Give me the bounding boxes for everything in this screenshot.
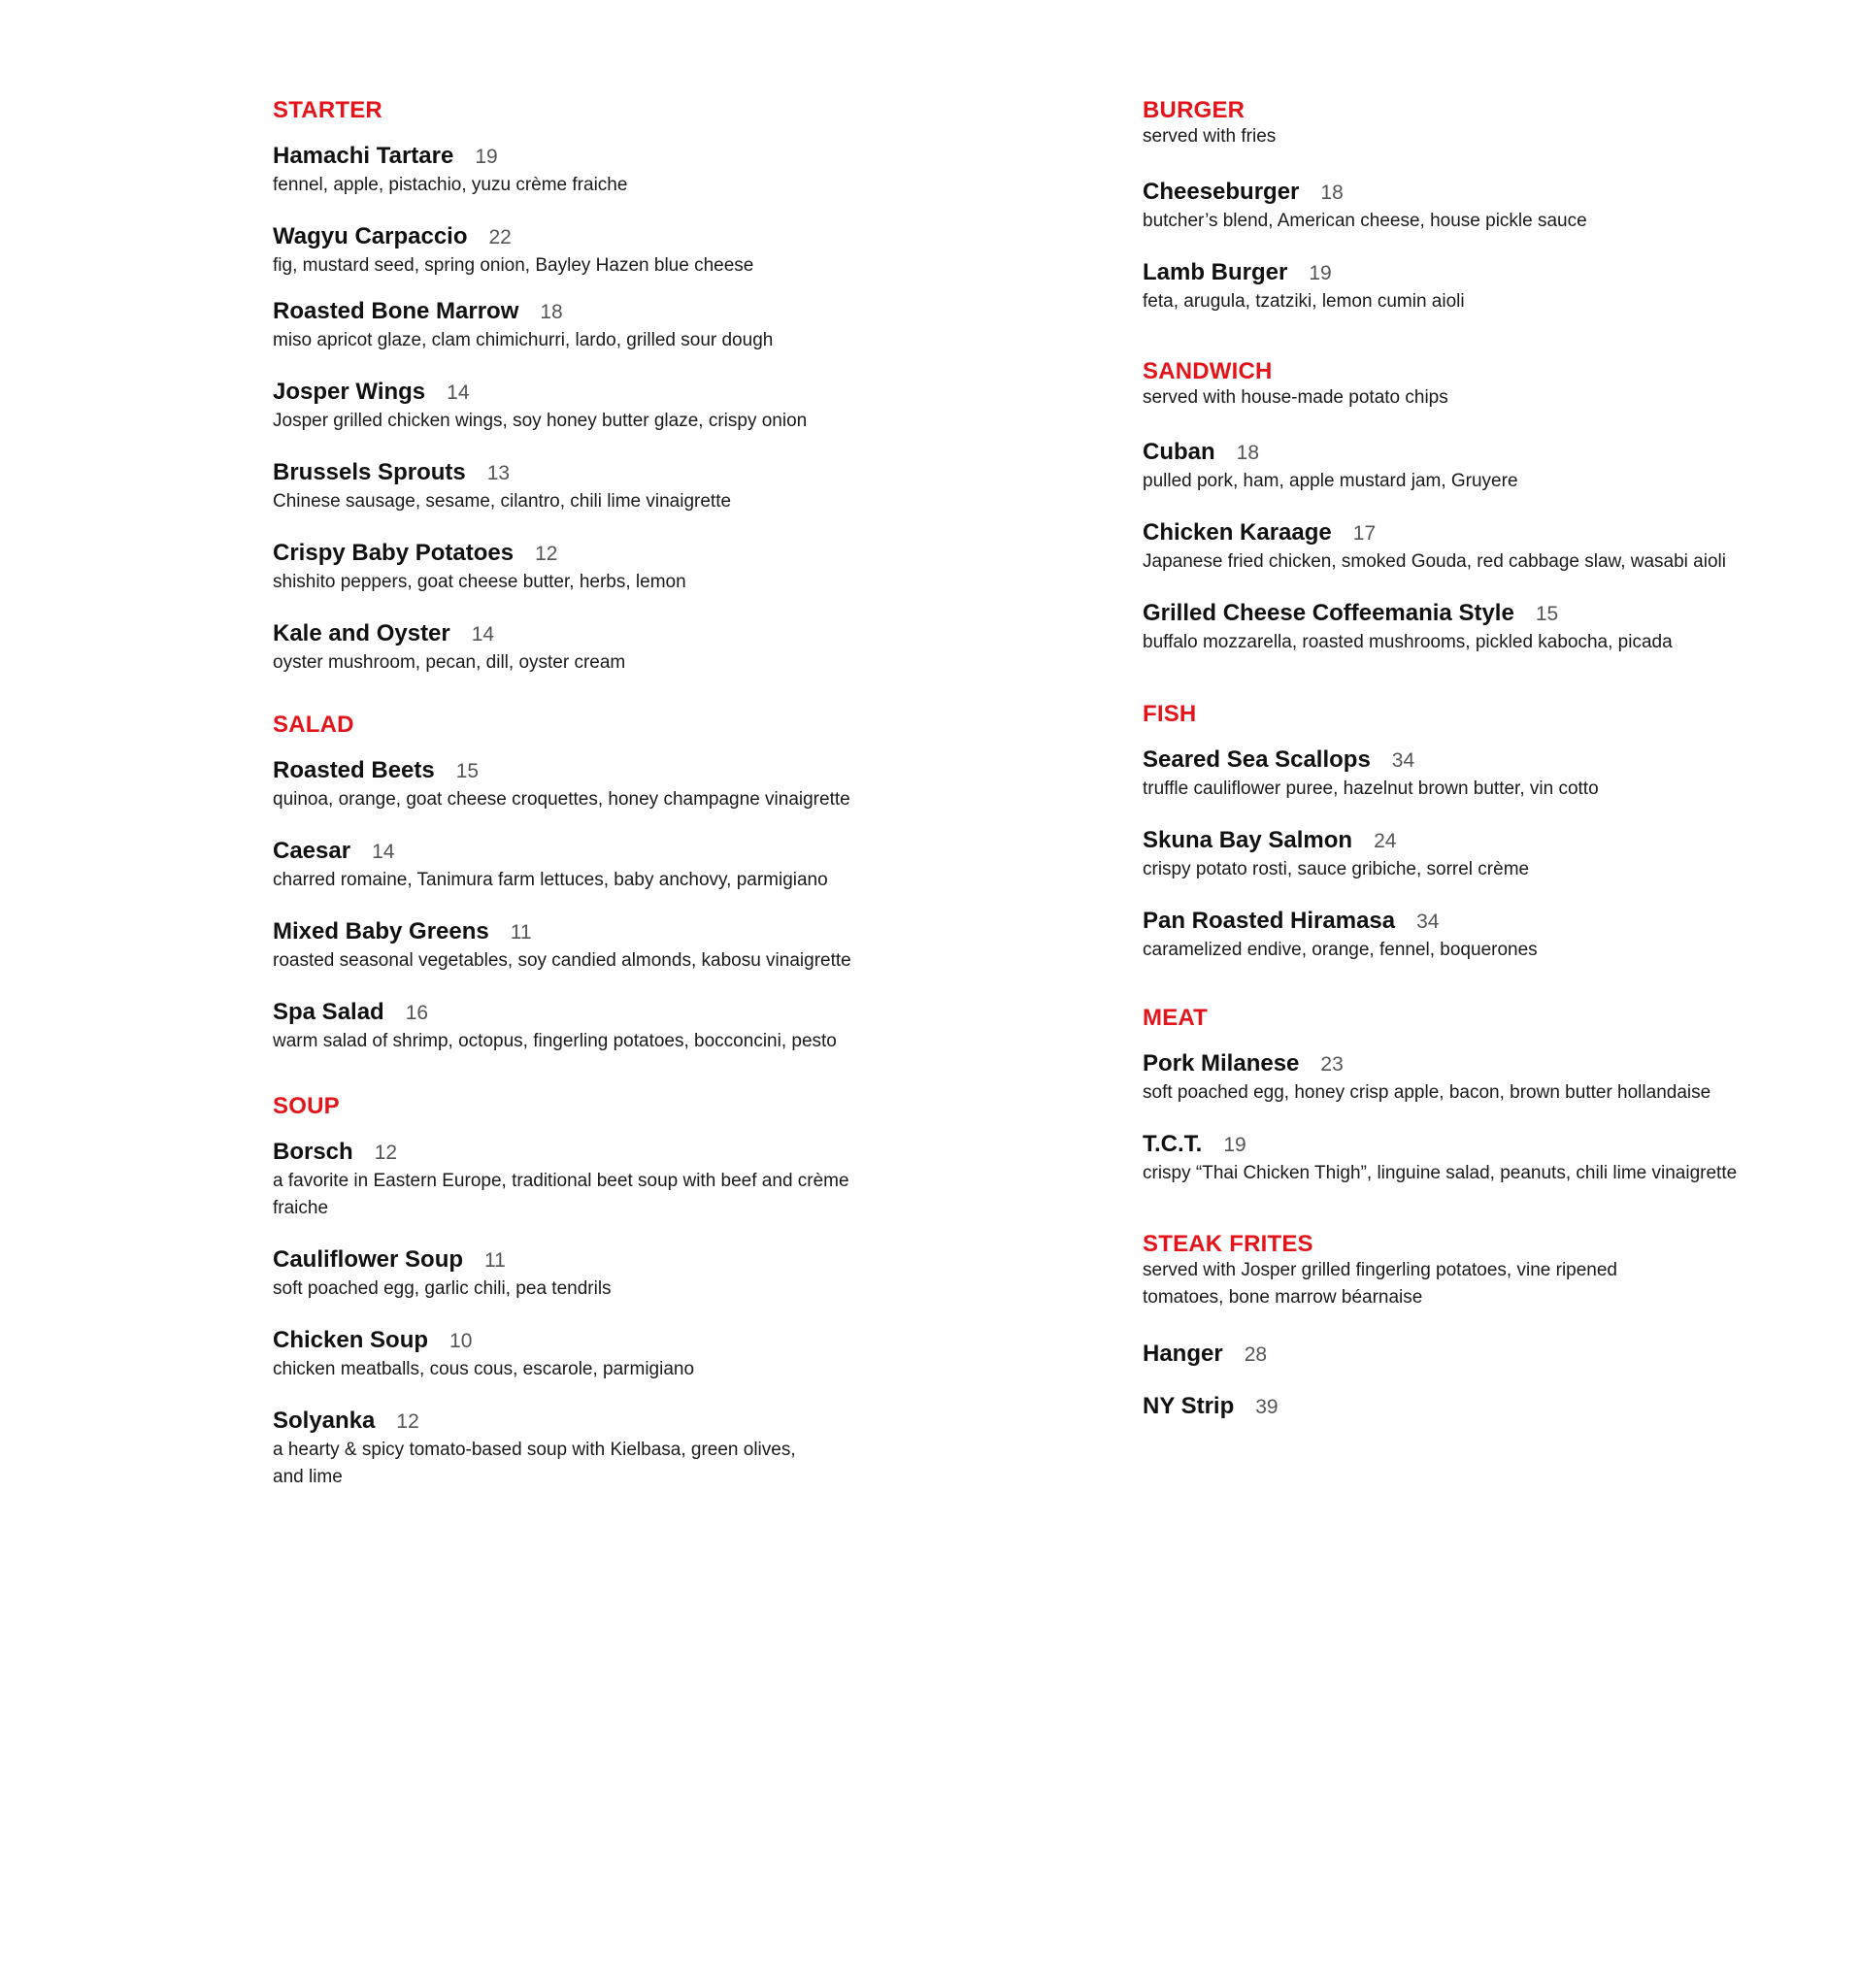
menu-item-header	[273, 222, 894, 252]
menu-item-description: crispy potato rosti, sauce gribiche, sorrel crème	[1143, 859, 1530, 879]
menu-item	[273, 756, 894, 813]
menu-item	[1143, 1340, 1783, 1370]
menu-item-price: 14	[447, 381, 470, 404]
menu-item-price: 39	[1255, 1396, 1279, 1418]
menu-item-name: Grilled Cheese Coffeemania Style	[1143, 600, 1514, 626]
menu-item-header	[1143, 518, 1783, 548]
section-title: BURGER	[1143, 97, 1246, 123]
menu-item-name: Borsch	[273, 1139, 353, 1165]
menu-item-name: Lamb Burger	[1143, 259, 1288, 285]
menu-item-header	[273, 917, 894, 947]
menu-item-name: Mixed Baby Greens	[273, 918, 489, 944]
menu-item-description: Chinese sausage, sesame, cilantro, chili lime vinaigrette	[273, 491, 732, 512]
section-title: FISH	[1143, 701, 1197, 727]
menu-item-description: charred romaine, Tanimura farm lettuces, baby anchovy, parmigiano	[273, 870, 828, 890]
menu-item-price: 28	[1244, 1343, 1268, 1366]
menu-item-price: 17	[1352, 522, 1377, 545]
menu-item-name: Cheeseburger	[1143, 179, 1300, 205]
menu-item-name: Brussels Sprouts	[273, 459, 466, 485]
menu-item-description: a hearty & spicy tomato-based soup with Kielbasa, green olives, and lime	[273, 1440, 796, 1487]
section-title: MEAT	[1143, 1005, 1209, 1031]
menu-section-salad	[273, 712, 894, 739]
menu-item-description: crispy “Thai Chicken Thigh”, linguine salad, peanuts, chili lime vinaigrette	[1143, 1163, 1738, 1183]
menu-item-description: Josper grilled chicken wings, soy honey butter glaze, crispy onion	[273, 411, 808, 431]
menu-item-description: warm salad of shrimp, octopus, fingerling potatoes, bocconcini, pesto	[273, 1031, 837, 1051]
menu-item-name: Hamachi Tartare	[273, 143, 454, 169]
menu-item-header	[1143, 826, 1783, 856]
menu-section-steak-frites	[1143, 1231, 1783, 1311]
menu-item-header	[1143, 1392, 1783, 1422]
menu-item-description: a favorite in Eastern Europe, traditional beet soup with beef and crème fraiche	[273, 1171, 849, 1218]
menu-item-header	[273, 837, 894, 867]
menu-item-price: 15	[455, 760, 480, 782]
menu-item-price: 12	[374, 1142, 398, 1164]
menu-item-price: 14	[372, 841, 395, 863]
menu-item-name: Kale and Oyster	[273, 620, 450, 646]
menu-item-header	[273, 619, 894, 649]
menu-item-price: 16	[405, 1002, 429, 1024]
menu-item	[273, 539, 894, 596]
menu-section-burger	[1143, 97, 1783, 150]
menu-item-description: shishito peppers, goat cheese butter, herbs, lemon	[273, 572, 686, 592]
menu-item	[273, 1326, 894, 1383]
menu-item-price: 34	[1391, 749, 1415, 772]
menu-item-price: 19	[475, 146, 498, 168]
menu-item-name: Josper Wings	[273, 379, 426, 405]
menu-item-description: roasted seasonal vegetables, soy candied almonds, kabosu vinaigrette	[273, 950, 851, 971]
menu-item	[273, 1138, 894, 1222]
menu-item	[1143, 826, 1783, 883]
menu-item-header	[1143, 1340, 1783, 1370]
menu-section-fish	[1143, 701, 1783, 728]
menu-item-header	[273, 1326, 894, 1356]
menu-item-name: Pan Roasted Hiramasa	[1143, 908, 1396, 934]
menu-item-description: caramelized endive, orange, fennel, boquerones	[1143, 940, 1538, 960]
section-title: SOUP	[273, 1093, 340, 1119]
menu-item	[1143, 178, 1783, 235]
menu-item-name: Chicken Soup	[273, 1327, 429, 1353]
menu-item-price: 15	[1535, 603, 1559, 625]
menu-item-description: butcher’s blend, American cheese, house pickle sauce	[1143, 211, 1587, 231]
menu-item-name: Chicken Karaage	[1143, 519, 1332, 546]
menu-item-name: Skuna Bay Salmon	[1143, 827, 1353, 853]
menu-item-description: fig, mustard seed, spring onion, Bayley Hazen blue cheese	[273, 255, 754, 276]
menu-item-price: 14	[471, 623, 495, 646]
menu-item-name: NY Strip	[1143, 1393, 1235, 1419]
section-subtitle: served with Josper grilled fingerling potatoes, vine ripened tomatoes, bone marrow béarnaise	[1143, 1260, 1617, 1308]
menu-item-name: Hanger	[1143, 1341, 1223, 1367]
menu-section-meat	[1143, 1005, 1783, 1032]
menu-item	[273, 378, 894, 435]
menu-item-header	[1143, 746, 1783, 776]
menu-item-price: 10	[449, 1330, 473, 1352]
menu-item-price: 18	[540, 301, 563, 323]
menu-item-price: 19	[1309, 262, 1332, 284]
menu-item-name: Pork Milanese	[1143, 1050, 1300, 1077]
menu-item-price: 34	[1416, 911, 1440, 933]
menu-item	[1143, 258, 1783, 315]
menu-item-header	[1143, 1130, 1783, 1160]
menu-item-price: 11	[484, 1249, 506, 1272]
menu-item-header	[273, 1138, 894, 1168]
menu-item	[273, 619, 894, 677]
menu-section-sandwich	[1143, 358, 1783, 412]
menu-item-name: Solyanka	[273, 1408, 376, 1434]
menu-item-header	[273, 998, 894, 1028]
menu-item	[273, 1245, 894, 1303]
menu-item-name: T.C.T.	[1143, 1131, 1203, 1157]
menu-item-name: Cuban	[1143, 439, 1215, 465]
menu-section-starter	[273, 97, 894, 124]
section-title: SANDWICH	[1143, 358, 1273, 384]
section-subtitle: served with house-made potato chips	[1143, 387, 1448, 408]
menu-item-header	[273, 297, 894, 327]
menu-item-description: Japanese fried chicken, smoked Gouda, red cabbage slaw, wasabi aioli	[1143, 551, 1726, 572]
menu-item-header	[273, 142, 894, 172]
menu-item-description: truffle cauliflower puree, hazelnut brown butter, vin cotto	[1143, 779, 1599, 799]
menu-item-header	[273, 1245, 894, 1276]
menu-item	[1143, 1049, 1783, 1107]
menu-item	[273, 222, 894, 280]
menu-item	[1143, 1130, 1783, 1187]
menu-item	[273, 1407, 894, 1491]
menu-item-header	[1143, 599, 1783, 629]
menu-item-description: buffalo mozzarella, roasted mushrooms, pickled kabocha, picada	[1143, 632, 1673, 652]
menu-item-header	[1143, 258, 1783, 288]
menu-section-soup	[273, 1093, 894, 1120]
menu-item-name: Spa Salad	[273, 999, 384, 1025]
menu-item-description: quinoa, orange, goat cheese croquettes, honey champagne vinaigrette	[273, 789, 850, 810]
menu-item-price: 12	[396, 1410, 419, 1433]
menu-item-name: Cauliflower Soup	[273, 1246, 464, 1273]
menu-item-price: 18	[1320, 182, 1344, 204]
menu-item-description: oyster mushroom, pecan, dill, oyster cream	[273, 652, 626, 673]
menu-item-header	[1143, 178, 1783, 208]
menu-item	[1143, 518, 1783, 576]
menu-item-header	[273, 756, 894, 786]
menu-item	[273, 917, 894, 975]
menu-item-header	[1143, 1049, 1783, 1079]
menu-item	[1143, 1392, 1783, 1422]
menu-item-description: soft poached egg, garlic chili, pea tendrils	[273, 1278, 612, 1299]
section-subtitle: served with fries	[1143, 126, 1277, 147]
menu-item-header	[273, 458, 894, 488]
menu-item-header	[273, 539, 894, 569]
menu-item-description: chicken meatballs, cous cous, escarole, parmigiano	[273, 1359, 695, 1379]
menu-item-price: 23	[1320, 1053, 1344, 1076]
menu-item	[273, 837, 894, 894]
section-title: STARTER	[273, 97, 382, 123]
menu-item	[273, 142, 894, 199]
menu-item	[1143, 599, 1783, 656]
menu-item-price: 13	[486, 462, 511, 484]
menu-item-name: Caesar	[273, 838, 351, 864]
section-title: STEAK FRITES	[1143, 1231, 1313, 1257]
menu-item-name: Seared Sea Scallops	[1143, 746, 1371, 773]
menu-item	[1143, 438, 1783, 495]
section-title: SALAD	[273, 712, 354, 738]
menu-item	[273, 458, 894, 515]
menu-item-header	[273, 1407, 894, 1437]
menu-item-name: Crispy Baby Potatoes	[273, 540, 515, 566]
menu-item-price: 24	[1374, 830, 1397, 852]
menu-item	[1143, 907, 1783, 964]
menu-item-description: miso apricot glaze, clam chimichurri, lardo, grilled sour dough	[273, 330, 774, 350]
menu-item-description: feta, arugula, tzatziki, lemon cumin aioli	[1143, 291, 1465, 312]
menu-item	[1143, 746, 1783, 803]
menu-item-description: pulled pork, ham, apple mustard jam, Gruyere	[1143, 471, 1518, 491]
menu-item-name: Roasted Beets	[273, 757, 435, 783]
menu-item	[273, 998, 894, 1055]
menu-item-name: Roasted Bone Marrow	[273, 298, 519, 324]
menu-item-description: fennel, apple, pistachio, yuzu crème fraiche	[273, 175, 628, 195]
menu-item-price: 22	[488, 226, 512, 248]
menu-item-header	[1143, 438, 1783, 468]
menu-item-name: Wagyu Carpaccio	[273, 223, 468, 249]
menu-item-price: 12	[535, 543, 558, 565]
menu-item	[273, 297, 894, 354]
menu-item-header	[1143, 907, 1783, 937]
menu-item-description: soft poached egg, honey crisp apple, bacon, brown butter hollandaise	[1143, 1082, 1711, 1103]
menu-item-header	[273, 378, 894, 408]
menu-item-price: 18	[1236, 442, 1260, 464]
menu-item-price: 19	[1223, 1134, 1246, 1156]
menu-item-price: 11	[510, 921, 532, 944]
